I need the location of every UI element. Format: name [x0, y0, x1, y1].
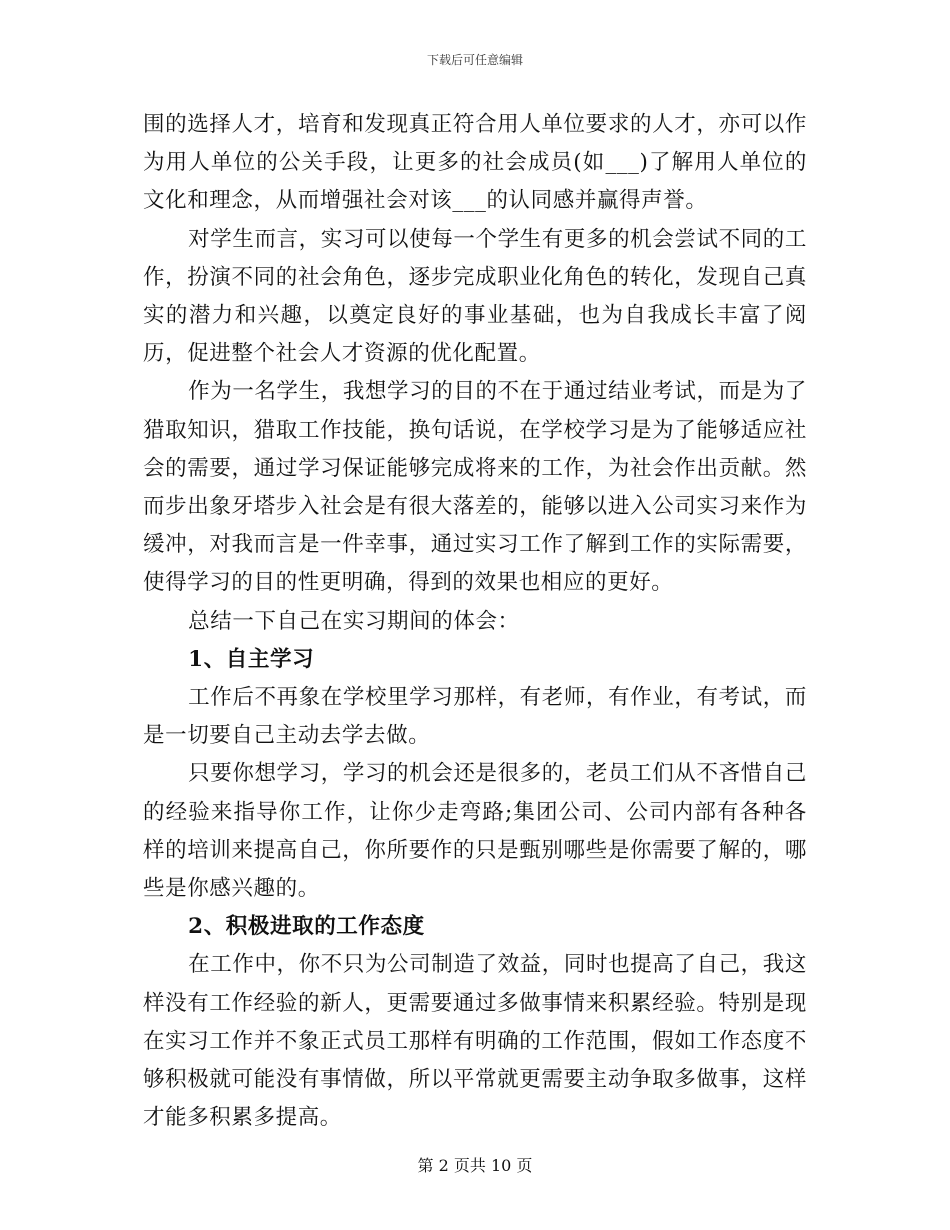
document-body	[143, 106, 807, 1137]
paragraph-learning-purpose: 作为一名学生，我想学习的目的不在于通过结业考试，而是为了猎取知识，猎取工作技能，换句话说，在学校学习是为了能够适应社会的需要，通过学习保证能够完成将来的工作，为社会作出贡献。然而步出象牙塔步入社会是有很大落差的，能够以进入公司实习来作为缓冲，对我而言是一件幸事，通过实习工作了解到工作的实际需要，使得学习的目的性更明确，得到的效果也相应的更好。	[143, 379, 807, 596]
paragraph-summary-intro: 总结一下自己在实习期间的体会：	[188, 608, 520, 634]
paragraph-student-benefit: 对学生而言，实习可以使每一个学生有更多的机会尝试不同的工作，扮演不同的社会角色，逐步完成职业化角色的转化，发现自己真实的潜力和兴趣，以奠定良好的事业基础，也为自我成长丰富了阅历，促进整个社会人才资源的优化配置。	[143, 226, 807, 367]
paragraph-continuation: 围的选择人才，培育和发现真正符合用人单位要求的人才，亦可以作为用人单位的公关手段，让更多的社会成员(如___)了解用人单位的文化和理念，从而增强社会对该___的认同感并赢得声誉。	[143, 112, 807, 214]
section-heading-self-learning: 1、自主学习	[188, 646, 315, 672]
page-header: 下载后可任意编辑	[426, 53, 523, 67]
section-heading-work-attitude: 2、积极进取的工作态度	[188, 914, 425, 940]
page-footer: 第 2 页共 10 页	[417, 1156, 533, 1175]
paragraph-self-learning-2: 只要你想学习，学习的机会还是很多的，老员工们从不吝惜自己的经验来指导你工作，让你少走弯路;集团公司、公司内部有各种各样的培训来提高自己，你所要作的只是甄别哪些是你需要了解的，哪些是你感兴趣的。	[143, 761, 807, 902]
paragraph-work-attitude: 在工作中，你不只为公司制造了效益，同时也提高了自己，我这样没有工作经验的新人，更需要通过多做事情来积累经验。特别是现在实习工作并不象正式员工那样有明确的工作范围，假如工作态度不够积极就可能没有事情做，所以平常就更需要主动争取多做事，这样才能多积累多提高。	[143, 952, 807, 1131]
paragraph-self-learning-1: 工作后不再象在学校里学习那样，有老师，有作业，有考试，而是一切要自己主动去学去做。	[143, 685, 807, 749]
